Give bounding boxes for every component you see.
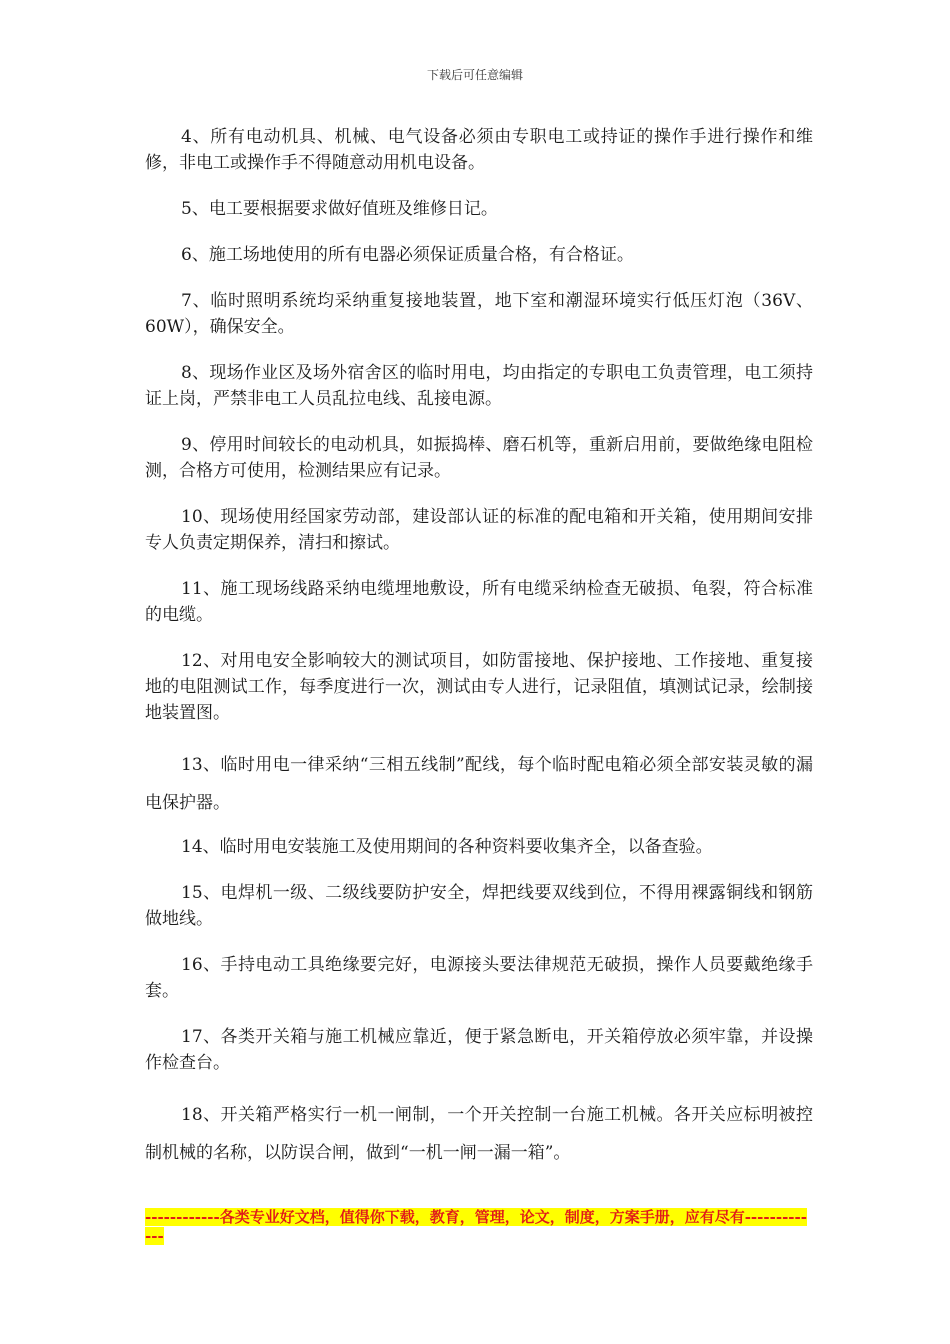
paragraph-9: 9、停用时间较长的电动机具，如振捣棒、磨石机等，重新启用前，要做绝缘电阻检测，合格方可使用，检测结果应有记录。: [145, 435, 813, 481]
document-body: [145, 124, 813, 1184]
paragraph-16: 16、手持电动工具绝缘要完好，电源接头要法律规范无破损，操作人员要戴绝缘手套。: [145, 955, 813, 1001]
paragraph-18: 18、开关箱严格实行一机一闸制，一个开关控制一台施工机械。各开关应标明被控制机械的名称，以防误合闸，做到“一机一闸一漏一箱”。: [145, 1105, 813, 1163]
paragraph-6: 6、施工场地使用的所有电器必须保证质量合格，有合格证。: [181, 245, 634, 265]
paragraph-7: 7、临时照明系统均采纳重复接地装置，地下室和潮湿环境实行低压灯泡（36V、60W），确保安全。: [145, 291, 813, 337]
paragraph-13: 13、临时用电一律采纳“三相五线制”配线，每个临时配电箱必须全部安装灵敏的漏电保护器。: [145, 755, 813, 813]
paragraph-11: 11、施工现场线路采纳电缆埋地敷设，所有电缆采纳检查无破损、龟裂，符合标准的电缆。: [145, 579, 813, 625]
paragraph-12: 12、对用电安全影响较大的测试项目，如防雷接地、保护接地、工作接地、重复接地的电阻测试工作，每季度进行一次，测试由专人进行，记录阻值，填测试记录，绘制接地装置图。: [145, 651, 813, 723]
paragraph-5: 5、电工要根据要求做好值班及维修日记。: [181, 199, 498, 219]
footer-banner: [145, 1208, 813, 1246]
footer-banner-text: ------------各类专业好文档，值得你下载，教育，管理，论文，制度，方案手册，应有尽有-------------: [145, 1208, 807, 1245]
paragraph-15: 15、电焊机一级、二级线要防护安全，焊把线要双线到位，不得用裸露铜线和钢筋做地线。: [145, 883, 813, 929]
paragraph-8: 8、现场作业区及场外宿舍区的临时用电，均由指定的专职电工负责管理，电工须持证上岗，严禁非电工人员乱拉电线、乱接电源。: [145, 363, 813, 409]
paragraph-17: 17、各类开关箱与施工机械应靠近，便于紧急断电，开关箱停放必须牢靠，并设操作检查台。: [145, 1027, 813, 1073]
paragraph-4: 4、所有电动机具、机械、电气设备必须由专职电工或持证的操作手进行操作和维修，非电工或操作手不得随意动用机电设备。: [145, 127, 813, 173]
paragraph-10: 10、现场使用经国家劳动部，建设部认证的标准的配电箱和开关箱，使用期间安排专人负责定期保养，清扫和擦试。: [145, 507, 813, 553]
page-header: 下载后可任意编辑: [426, 68, 523, 82]
paragraph-14: 14、临时用电安装施工及使用期间的各种资料要收集齐全，以备查验。: [181, 837, 713, 857]
